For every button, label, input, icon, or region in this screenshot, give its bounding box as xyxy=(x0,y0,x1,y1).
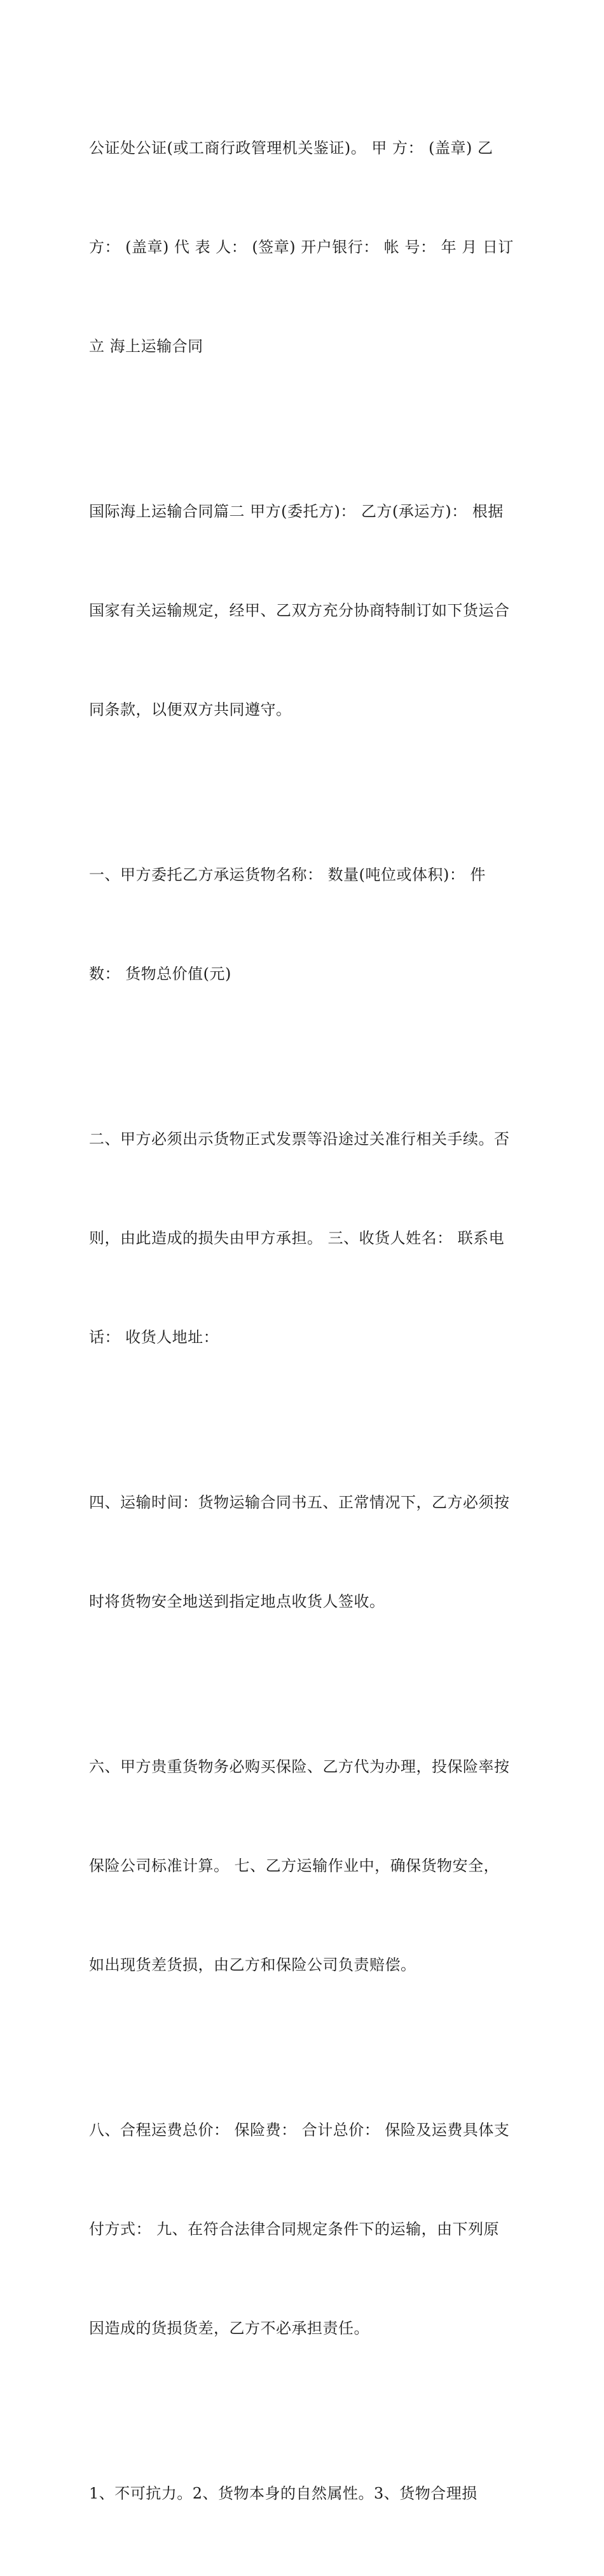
paragraph-clause-6-7 xyxy=(89,1684,521,2047)
paragraph-exemptions xyxy=(89,2411,521,2576)
text-line: 时将货物安全地送到指定地点收货人签收。 xyxy=(89,1593,385,1610)
text-line: 同条款，以便双方共同遵守。 xyxy=(89,701,292,718)
text-line: 因造成的货损货差，乙方不必承担责任。 xyxy=(89,2319,369,2337)
paragraph-clause-1 xyxy=(89,792,521,1056)
document-body xyxy=(89,65,521,2576)
text-line: 方： (盖章) 代 表 人： (签章) 开户银行： 帐 号： 年 月 日订 xyxy=(89,238,514,256)
paragraph-clause-4-5 xyxy=(89,1420,521,1684)
paragraph-notarization xyxy=(89,65,521,429)
text-line: 则，由此造成的损失由甲方承担。 三、收货人姓名： 联系电 xyxy=(89,1229,505,1247)
text-line: 付方式： 九、在符合法律合同规定条件下的运输，由下列原 xyxy=(89,2220,500,2238)
paragraph-contract-intro xyxy=(89,429,521,792)
text-line: 如出现货差货损，由乙方和保险公司负责赔偿。 xyxy=(89,1956,416,1974)
text-line: 八、合程运费总价： 保险费： 合计总价： 保险及运费具体支 xyxy=(89,2121,510,2139)
text-line: 话： 收货人地址： xyxy=(89,1328,219,1346)
text-line: 数： 货物总价值(元) xyxy=(89,965,231,983)
text-line: 保险公司标准计算。 七、乙方运输作业中，确保货物安全， xyxy=(89,1857,500,1875)
text-line: 立 海上运输合同 xyxy=(89,337,203,355)
text-line: 国际海上运输合同篇二 甲方(委托方)： 乙方(承运方)： 根据 xyxy=(89,502,504,520)
paragraph-clause-8-9 xyxy=(89,2047,521,2411)
text-line: 一、甲方委托乙方承运货物名称： 数量(吨位或体积)： 件 xyxy=(89,866,486,884)
text-line: 四、运输时间：货物运输合同书五、正常情况下，乙方必须按 xyxy=(89,1494,510,1511)
text-line: 公证处公证(或工商行政管理机关鉴证)。 甲 方： (盖章) 乙 xyxy=(89,139,493,157)
text-line: 六、甲方贵重货物务必购买保险、乙方代为办理，投保险率按 xyxy=(89,1758,510,1776)
text-line: 二、甲方必须出示货物正式发票等沿途过关准行相关手续。否 xyxy=(89,1130,510,1148)
text-line: 国家有关运输规定，经甲、乙双方充分协商特制订如下货运合 xyxy=(89,602,510,619)
text-line: 1、不可抗力。2、货物本身的自然属性。3、货物合理损 xyxy=(89,2485,477,2502)
paragraph-clause-2-3 xyxy=(89,1056,521,1420)
